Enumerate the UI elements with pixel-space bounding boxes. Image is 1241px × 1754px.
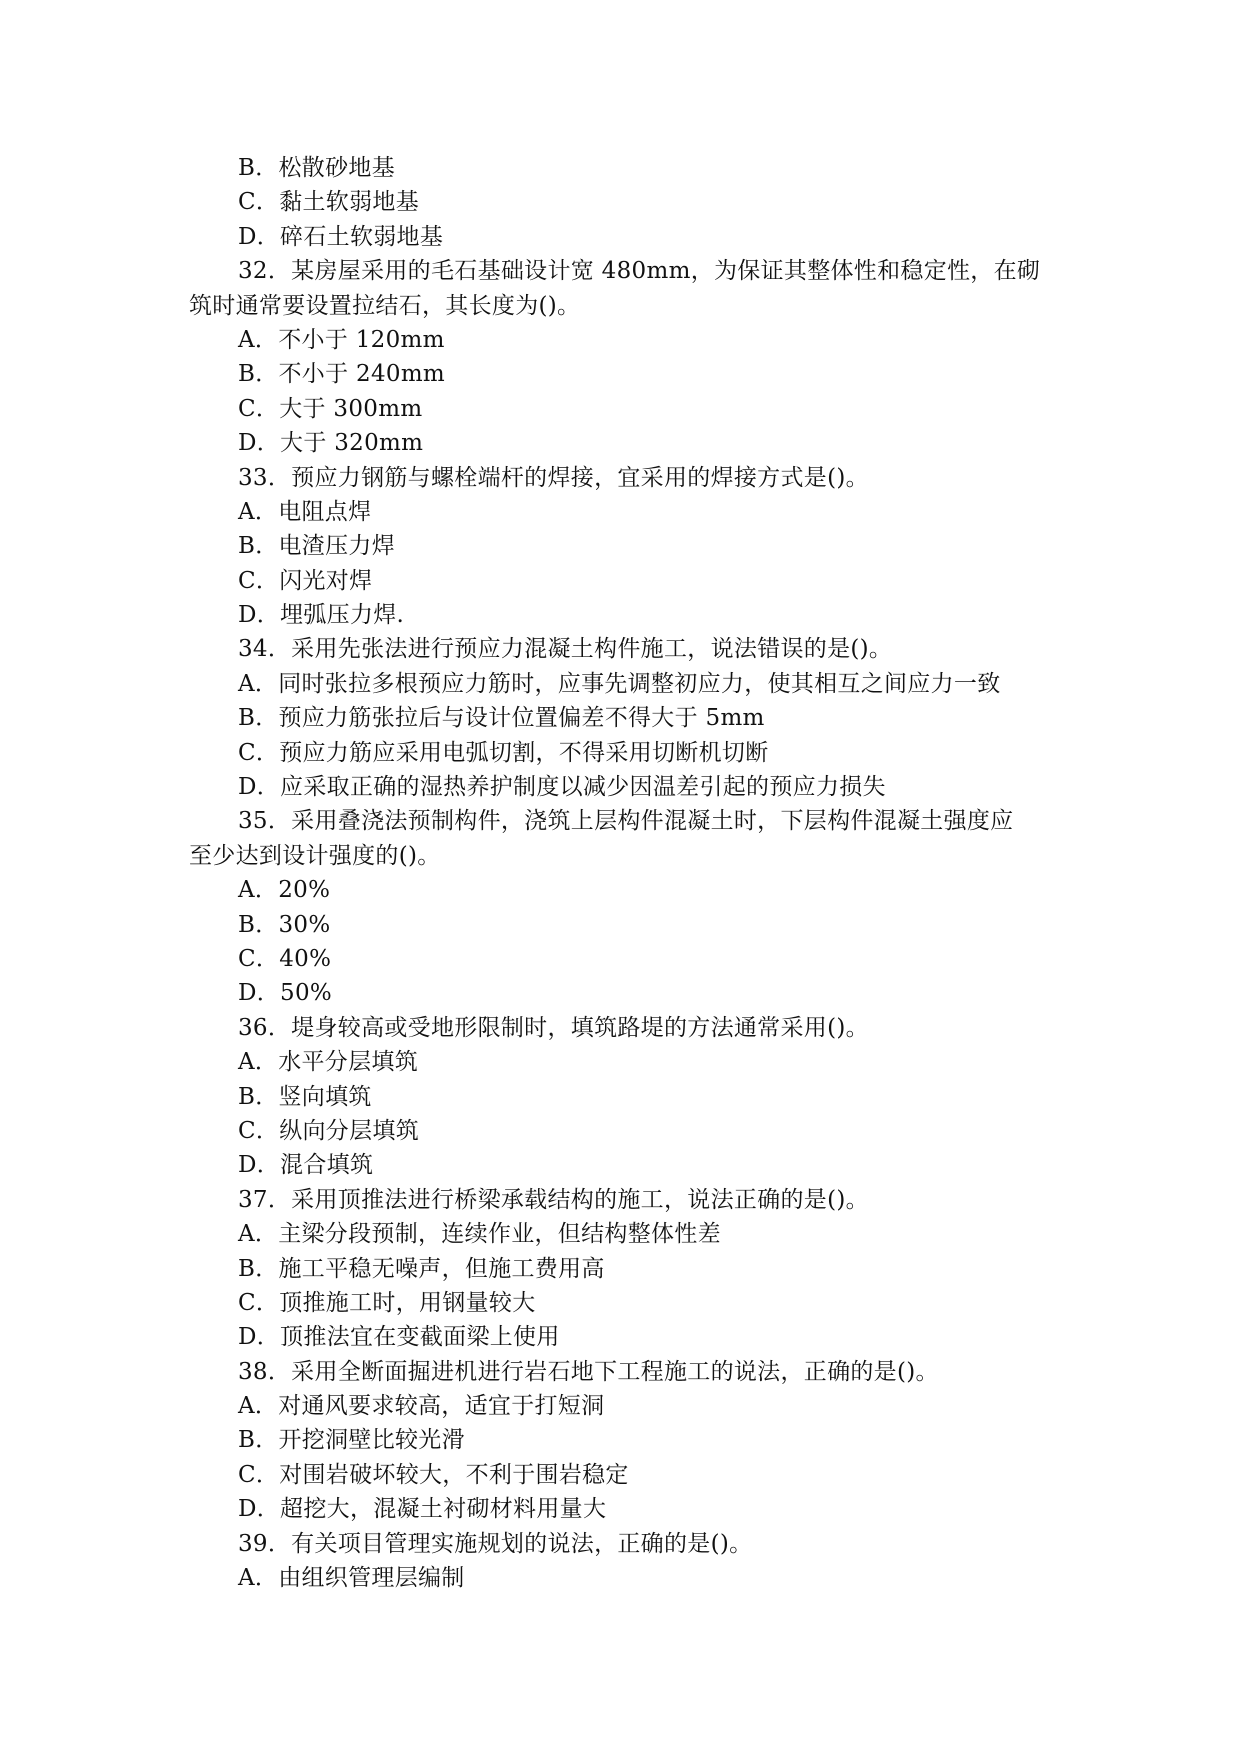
option-line: C．闪光对焊 <box>238 567 373 594</box>
option-line: B．30% <box>238 911 331 938</box>
option-line: D．50% <box>238 980 333 1007</box>
option-line: D．超挖大，混凝土衬砌材料用量大 <box>238 1496 607 1523</box>
question-line: 33．预应力钢筋与螺栓端杆的焊接，宜采用的焊接方式是()。 <box>238 464 869 491</box>
option-line: D．大于 320mm <box>238 430 424 457</box>
question-line: 34．采用先张法进行预应力混凝土构件施工，说法错误的是()。 <box>238 636 893 663</box>
option-line: C．40% <box>238 945 332 972</box>
option-line: B．电渣压力焊 <box>238 533 396 560</box>
question-line: 36．堤身较高或受地形限制时，填筑路堤的方法通常采用()。 <box>238 1014 869 1041</box>
option-line: C．顶推施工时，用钢量较大 <box>238 1289 536 1316</box>
option-line: A．对通风要求较高，适宜于打短洞 <box>238 1393 605 1420</box>
option-line: A．由组织管理层编制 <box>238 1565 465 1592</box>
option-line: A．不小于 120mm <box>238 326 445 353</box>
option-line: D．碎石土软弱地基 <box>238 223 444 250</box>
question-line: 32．某房屋采用的毛石基础设计宽 480mm，为保证其整体性和稳定性，在砌 <box>238 258 1041 285</box>
option-line: C．黏土软弱地基 <box>238 189 419 216</box>
option-line: C．预应力筋应采用电弧切割，不得采用切断机切断 <box>238 739 769 766</box>
question-line: 39．有关项目管理实施规划的说法，正确的是()。 <box>238 1530 753 1557</box>
question-line: 37．采用顶推法进行桥梁承载结构的施工，说法正确的是()。 <box>238 1186 869 1213</box>
option-line: B．开挖洞壁比较光滑 <box>238 1427 465 1454</box>
option-line: D．埋弧压力焊. <box>238 602 405 629</box>
question-line: 38．采用全断面掘进机进行岩石地下工程施工的说法，正确的是()。 <box>238 1358 939 1385</box>
option-line: D．混合填筑 <box>238 1152 374 1179</box>
option-line: A．同时张拉多根预应力筋时，应事先调整初应力，使其相互之间应力一致 <box>238 670 1001 697</box>
option-line: D．顶推法宜在变截面梁上使用 <box>238 1324 560 1351</box>
option-line: B．施工平稳无噪声，但施工费用高 <box>238 1255 605 1282</box>
option-line: C．对围岩破坏较大，不利于围岩稳定 <box>238 1461 629 1488</box>
option-line: B．不小于 240mm <box>238 361 446 388</box>
option-line: D．应采取正确的湿热养护制度以减少因温差引起的预应力损失 <box>238 774 886 801</box>
option-line: B．松散砂地基 <box>238 155 396 181</box>
question-text-body <box>0 151 1241 1595</box>
option-line: A．电阻点焊 <box>238 498 372 525</box>
option-line: C．纵向分层填筑 <box>238 1117 419 1144</box>
question-line: 35．采用叠浇法预制构件，浇筑上层构件混凝土时，下层构件混凝土强度应 <box>238 808 1014 835</box>
option-line: A．主梁分段预制，连续作业，但结构整体性差 <box>238 1221 721 1248</box>
question-continuation-line: 至少达到设计强度的()。 <box>189 842 441 869</box>
option-line: B．竖向填筑 <box>238 1083 372 1110</box>
option-line: A．20% <box>238 877 331 904</box>
option-line: B．预应力筋张拉后与设计位置偏差不得大于 5mm <box>238 705 765 732</box>
question-continuation-line: 筑时通常要设置拉结石，其长度为()。 <box>189 292 581 319</box>
option-line: C．大于 300mm <box>238 395 423 422</box>
option-line: A．水平分层填筑 <box>238 1049 419 1076</box>
